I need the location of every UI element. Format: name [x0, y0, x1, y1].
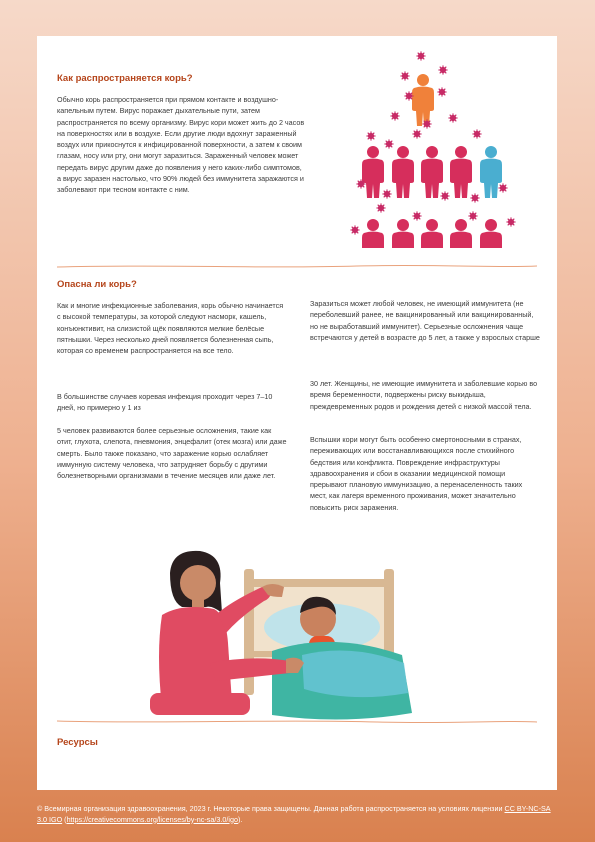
person-icon-immune — [480, 146, 502, 198]
content-card — [37, 36, 557, 790]
person-icon — [480, 219, 502, 248]
footer-copyright — [37, 804, 562, 825]
risk-paragraph-1: Заразиться может любой человек, не имеющий иммунитета (не переболевший ранее, не вакцинированный или вакцинированный, но не выработавший иммунитет). Серьезные осложнения чаще встречаются у детей в возрасте до 5 лет, а также у взрослых старше — [310, 299, 540, 342]
person-icon — [450, 219, 472, 248]
person-icon — [362, 146, 384, 198]
person-icon — [392, 146, 414, 198]
license-link[interactable]: CC BY-NC-SA 3.0 IGO — [37, 804, 551, 824]
risk-paragraph-3: Вспышки кори могут быть особенно смертоносными в странах, переживающих или восстанавливающихся после стихийного бедствия или конфликта. Повреждение инфраструктуры здравоохранения и сбои в оказании медицинской помощи прерывают плановую иммунизацию, а перенаселенность таких мест, как лагеря временного проживания, может значительно повысить риск заражения. — [310, 435, 523, 512]
person-icon — [450, 146, 472, 198]
person-icon — [362, 219, 384, 248]
transmission-illustration — [325, 48, 525, 248]
danger-paragraph-3: 5 человек развиваются более серьезные осложнения, такие как отит, глухота, слепота, пневмония, энцефалит (отек мозга) или даже смерть. Было также показано, что заражение корью ослабляет иммунную систему человека, что затрудняет борьбу с другими болезнетворными организмами в течение месяцев или даже лет. — [57, 426, 287, 481]
person-icon-source — [412, 74, 434, 126]
section-title-spread: Как распространяется корь? — [57, 73, 193, 84]
spread-paragraph: Обычно корь распространяется при прямом контакте и воздушно-капельным путем. Вирус поражает дыхательные пути, затем распространяется по всему организму. Вирус кори может жить до 2 часов на поверхностях или в воздухе. Если другие люди вдохнут зараженный воздух или прикоснутся к инфицированной поверхности, а затем к своим глазам, носу или рту, они могут заразиться. Зараженный человек может передать вирус другим даже до появления у него каких-либо симптомов, а вирус заразен настолько, что 90% людей без иммунитета заражаются и заболевают при тесном контакте с ним. — [57, 95, 305, 195]
virus-particles — [350, 51, 515, 234]
copyright-text: © Всемирная организация здравоохранения, 2023 г. Некоторые права защищены. Данная работа распространяется на условиях лицензии — [37, 804, 505, 813]
caregiver-child-illustration — [122, 543, 452, 723]
person-icon — [421, 146, 443, 198]
section-divider — [57, 718, 537, 726]
person-icon — [421, 219, 443, 248]
resources-title: Ресурсы — [57, 737, 98, 748]
danger-paragraph-1: Как и многие инфекционные заболевания, корь обычно начинается с высокой температуры, за которой следуют насморк, кашель, конъюнктивит, на слизистой щёк появляются мелкие белёсые пятнышки. Через несколько дней появляется болезненная сыпь, которая со временем распространяется на все тело. — [57, 301, 284, 356]
person-icon — [392, 219, 414, 248]
link-open-paren: ( — [62, 814, 67, 824]
section-title-danger: Опасна ли корь? — [57, 279, 137, 290]
license-url-link[interactable]: https://creativecommons.org/licenses/by-nc-sa/3.0/igo — [66, 814, 238, 824]
risk-paragraph-2: 30 лет. Женщины, не имеющие иммунитета и заболевшие корью во время беременности, подвержены риску выкидыша, преждевременных родов и рождения детей с низкой массой тела. — [310, 379, 538, 411]
danger-paragraph-2: В большинстве случаев коревая инфекция проходит через 7–10 дней, но примерно у 1 из — [57, 392, 273, 413]
link-close-paren: ). — [237, 814, 243, 824]
section-divider — [57, 263, 537, 271]
